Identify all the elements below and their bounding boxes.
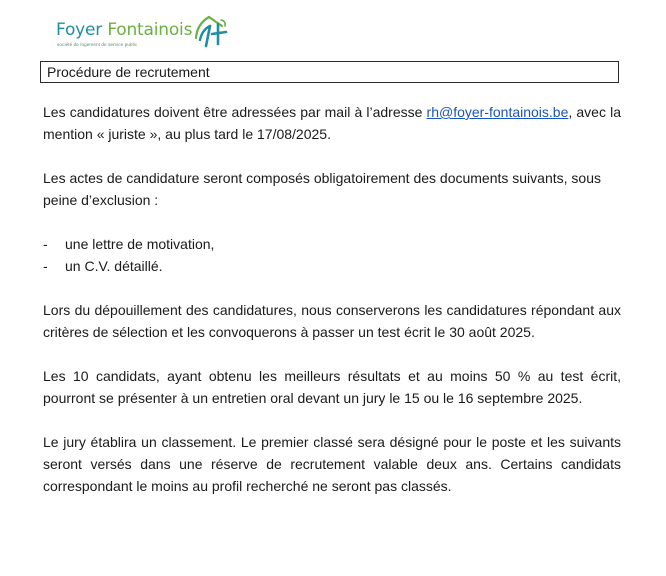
paragraph-ranking: Le jury établira un classement. Le premier classé sera désigné pour le poste et les suivants seront versés dans une réserve de recrutement valable deux ans. Certains candidats correspondant le moins au profil recherché ne seront pas classés. xyxy=(43,434,621,494)
document-body xyxy=(43,101,621,519)
email-link[interactable]: rh@foyer-fontainois.be xyxy=(426,104,569,120)
documents-list xyxy=(43,233,621,277)
paragraph-selection: Lors du dépouillement des candidatures, nous conserverons les candidatures répondant aux critères de sélection et les convoquerons à passer un test écrit le 30 août 2025. xyxy=(43,302,621,340)
section-title: Procédure de recrutement xyxy=(40,61,619,83)
paragraph-required-documents: Les actes de candidature seront composés obligatoirement des documents suivants, sous peine d’exclusion : xyxy=(43,170,601,208)
list-item xyxy=(43,255,621,277)
paragraph-application-instructions xyxy=(43,101,621,145)
company-logo xyxy=(56,12,246,52)
house-leaf-logo-icon xyxy=(192,12,230,50)
paragraph-text: Les candidatures doivent être adressées par mail à l’adresse xyxy=(43,104,427,120)
paragraph-interview: Les 10 candidats, ayant obtenu les meilleurs résultats et au moins 50 % au test écrit, pourront se présenter à un entretien oral devant un jury le 15 ou le 16 septembre 2025. xyxy=(43,368,621,406)
logo-tagline: société de logement de service public xyxy=(57,42,138,47)
logo-name-foyer: Foyer xyxy=(56,20,103,40)
bullet-dash: - xyxy=(43,236,48,252)
logo-name-fontainois: Fontainois xyxy=(107,20,193,40)
paragraph-text: , avec la mention « juriste », au plus tard le 17/08/2025. xyxy=(43,104,622,142)
bullet-dash: - xyxy=(43,258,48,274)
logo-name xyxy=(56,20,192,40)
list-item-text: un C.V. détaillé. xyxy=(65,258,163,274)
list-item-text: une lettre de motivation, xyxy=(65,236,215,252)
list-item xyxy=(43,233,621,255)
